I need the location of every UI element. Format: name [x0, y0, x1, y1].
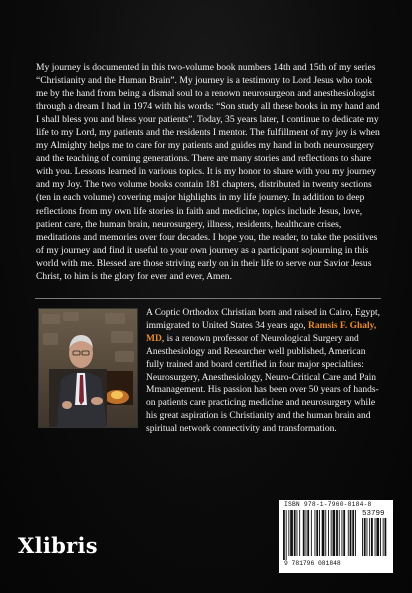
isbn-label: ISBN 978-1-7960-8184-8 — [284, 501, 372, 508]
book-description: My journey is documented in this two-volume book numbers 14th and 15th of my series “Christianity and the Human Brain”. My journey is a testimony to Lord Jesus who took me by the hand from being a dismal soul to a renown neurosurgeon and anesthesiologist through a dream I had in 1974 with his words: “Son study all these books in my hand and I shall bless you and bless your patients”. Today, 35 years later, I continue to dedicate my life to my Lord, my patients and the residents I mentor. The fulfillment of my joy is when my Almighty helps me to care for my patients and guides my hand in both neurosurgery and the teaching of coming generations. There are many stories and reflections to share with you. Lessons learned in various topics. It is my honor to share with you my journey and my Joy. The two volume books contain 181 chapters, distributed in twenty sections (ten in each volume) covering major highlights in my life journey. In addition to deep reflections from my own life stories in faith and medicine, topics include Jesus, love, patient care, the human brain, neurosurgery, illness, residents, healthcare crises, meditations and memories over four decades. I hope you, the reader, to take the positives of my journey and find it useful to your own journey as a participant sojourning in this world with me. Blessed are those striving early on in their life to serve our Savior Jesus Christ, to him is the glory for ever and ever, Amen. — [36, 62, 380, 282]
section-divider — [35, 298, 381, 299]
author-photo — [38, 308, 138, 428]
barcode-image — [282, 510, 390, 560]
bio-intro: A Coptic Orthodox Christian born and raised in Cairo, Egypt, immigrated to United States 34 years ago, — [146, 308, 381, 331]
publisher-logo: Xlibris — [18, 533, 98, 558]
price-code: 53799 — [362, 510, 385, 518]
author-name: Ramsis F. Ghaly, MD — [146, 320, 377, 344]
barcode-number: 9 781796 081848 — [284, 560, 341, 567]
author-biography — [146, 307, 384, 436]
bio-details: , is a renown professor of Neurological Surgery and Anesthesiology and Researcher well published, American fully trained and board certified in four major specialties: Neurosurgery, Anesthesiology, Neuro-Critical Care and Pain Mmanagement. His passion has been over 50 years of hands-on patients care practicing medicine and neurosurgery while his great aspiration is Christianity and the human brain and spiritual network connectivity and transformation. — [146, 333, 379, 435]
author-portrait-image — [39, 309, 137, 427]
